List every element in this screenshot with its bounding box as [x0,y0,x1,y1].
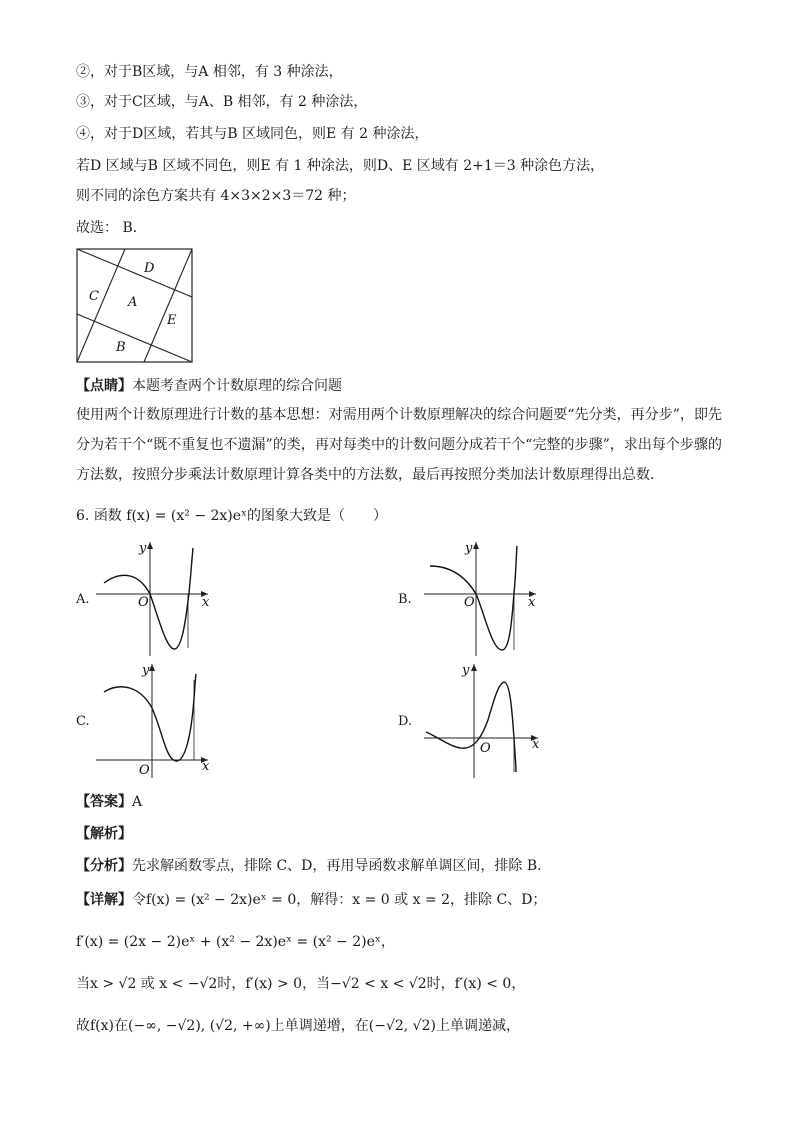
solution-line-6: 故选： B． [76,220,147,236]
xiangjie-line-2 [76,932,395,952]
xiangjie-text: 故 [76,1018,90,1034]
option-b-graph[interactable] [424,538,544,658]
dianjing-tag: 【点睛】 [76,378,132,394]
question-text-before: 函数 [93,508,122,524]
solution-line-2: ③，对于C区域，与A、B 相邻，有 2 种涂法， [76,94,368,110]
region-label-a: A [128,295,138,310]
option-c-label[interactable]: C. [76,714,90,729]
fenxi-line [76,856,542,876]
xiangjie-text: ，排除 C、D； [450,892,547,908]
xiangjie-text: 时， [426,976,455,992]
xiangjie-text: ，解得： [296,892,353,908]
answer-value: A [132,794,143,810]
question-text-after: 的图象大致是（ ） [246,508,387,524]
option-d-graph[interactable] [424,660,544,780]
option-b-axis-y: y [465,541,473,556]
region-label-b: B [116,340,126,355]
question-6 [76,506,387,526]
solution-line-4: 若D 区域与B 区域不同色，则E 有 1 种涂法，则D、E 区域有 2+1＝3 种涂色方法， [76,158,605,174]
option-d-axis-x: x [532,737,540,752]
question-number: 6. [76,508,90,524]
increasing-intervals: (−∞, −√2), (√2, +∞) [128,1018,271,1034]
answer-tag: 【答案】 [76,794,132,810]
xiangjie-tag: 【详解】 [76,892,132,908]
option-b-label[interactable]: B. [398,592,412,607]
solution-line-3: ④，对于D区域，若其与B 区域同色，则E 有 2 种涂法， [76,126,429,142]
xiangjie-text: 在 [114,1018,129,1034]
option-a-axis-y: y [139,541,147,556]
option-a-origin: O [138,595,149,610]
option-c-axis-x: x [202,759,210,774]
option-c-axis-y: y [142,663,150,678]
xiangjie-text: 当 [76,976,90,992]
derivative-formula: f′(x) = (2x − 2)eˣ + (x² − 2x)eˣ = (x² − 2)eˣ [76,934,381,950]
xiangjie-text: ，当 [302,976,331,992]
option-a-label[interactable]: A. [76,592,90,607]
answer-line [76,792,142,812]
result-2: f′(x) < 0 [454,976,512,992]
question-formula: f(x) = (x² − 2x)eˣ [126,508,247,524]
function-f: f(x) [90,1018,115,1034]
option-b-axis-x: x [528,595,536,610]
option-c-origin: O [139,763,150,778]
xiangjie-text: 上单调递减， [435,1018,520,1034]
xiangjie-text: ， [380,934,395,950]
solution-line-1: ②，对于B区域，与A 相邻，有 3 种涂法， [76,64,343,80]
region-label-e: E [167,313,177,328]
region-diagram [76,248,194,364]
region-label-c: C [89,289,99,304]
condition-1: x > √2 或 x < −√2 [90,976,218,992]
option-d-label[interactable]: D. [398,714,413,729]
fenxi-text: 先求解函数零点，排除 C、D，再用导函数求解单调区间，排除 B. [132,858,542,874]
option-a-axis-x: x [202,595,210,610]
decreasing-interval: (−√2, √2) [368,1018,436,1034]
dianjing-body: 使用两个计数原理进行计数的基本思想：对需用两个计数原理解决的综合问题要“先分类，再分步”，即先分为若干个“既不重复也不遗漏”的类，再对每类中的计数问题分成若干个“完整的步骤”，求出每个步骤的方法数，按照分步乘法计数原理计算各类中的方法数，最后再按照分类加法计数原理得出总数． [76,407,722,483]
dianjing-title [76,376,342,396]
xiangjie-formula-1: f(x) = (x² − 2x)eˣ = 0 [146,892,297,908]
xiangjie-text: 上单调递增，在 [270,1018,369,1034]
option-a-graph[interactable] [96,538,216,658]
xiangjie-text: 令 [132,892,146,908]
xiangjie-line-1 [76,890,546,910]
option-b-origin: O [464,595,475,610]
fenxi-tag: 【分析】 [76,858,132,874]
xiangjie-text: 时， [217,976,246,992]
region-label-d: D [144,261,155,276]
xiangjie-line-4 [76,1016,520,1036]
option-d-origin: O [480,741,491,756]
result-1: f′(x) > 0 [245,976,303,992]
dianjing-title-text: 本题考查两个计数原理的综合问题 [132,378,342,394]
xiangjie-line-3 [76,974,525,994]
xiangjie-solutions: x = 0 或 x = 2 [352,892,451,908]
xiangjie-text: ， [511,976,526,992]
solution-line-5: 则不同的涂色方案共有 4×3×2×3＝72 种； [76,188,356,204]
option-c-graph[interactable] [96,660,216,780]
condition-2: −√2 < x < √2 [330,976,427,992]
analysis-tag: 【解析】 [76,826,132,842]
option-d-axis-y: y [462,663,470,678]
